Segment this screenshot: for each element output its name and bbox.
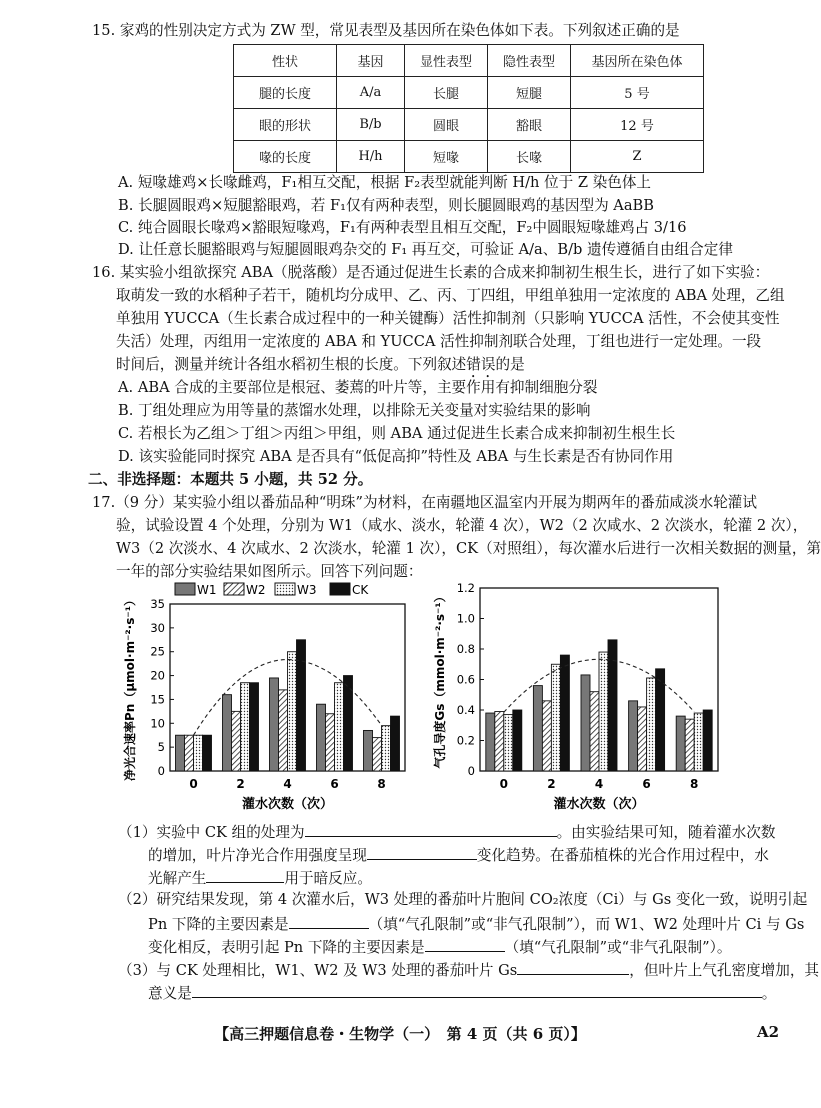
pn-chart: [122, 594, 405, 812]
answer-blank[interactable]: [517, 958, 629, 975]
q17-stem-line: 17.（9 分）某实验小组以番茄品种“明珠”为材料，在南疆地区温室内开展为期两年的番茄咸淡水轮灌试: [92, 494, 757, 511]
legend-label: W1: [197, 583, 217, 597]
table-cell: 12 号: [571, 109, 704, 141]
text-run: 。由实验结果可知，随着灌水次数: [556, 824, 776, 841]
bar-w1: [270, 678, 279, 771]
bar-w2: [185, 735, 194, 771]
text-run: 变化相反，表明引起 Pn 下降的主要因素是: [148, 939, 425, 956]
q16-stem-line: 时间后，测量并统计各组水稻初生根的长度。下列叙述: [116, 356, 467, 373]
text-run: 的增加，叶片净光合作用强度呈现: [148, 847, 367, 864]
q16-option-b: B. 丁组处理应为用等量的蒸馏水处理，以排除无关变量对实验结果的影响: [118, 402, 591, 419]
legend-label: CK: [352, 583, 369, 597]
x-tick-label: 2: [236, 777, 245, 791]
q15-stem: 15. 家鸡的性别决定方式为 ZW 型，常见表型及基因所在染色体如下表。下列叙述正确的是: [92, 22, 680, 39]
x-tick-label: 8: [377, 777, 386, 791]
q17-stem-line: 验，试验设置 4 个处理，分别为 W1（咸水、淡水，轮灌 4 次），W2（2 次咸水、2 次淡水，轮灌 2 次），: [116, 517, 808, 534]
page-code: A2: [757, 1023, 780, 1041]
x-tick-label: 0: [499, 777, 508, 791]
bar-w3: [694, 713, 703, 771]
q17-stem-line: W3（2 次淡水、4 次咸水、2 次淡水，轮灌 1 次），CK（对照组），每次灌水后进行一次相关数据的测量，第: [116, 540, 821, 557]
table-cell: 长喙: [488, 141, 571, 173]
answer-blank[interactable]: [206, 866, 284, 883]
text-run: 用于暗反应。: [284, 870, 372, 887]
bar-w3: [194, 735, 203, 771]
bar-ck: [513, 710, 522, 771]
gs-chart: [432, 581, 718, 812]
table-row: [234, 77, 704, 109]
x-tick-label: 0: [189, 777, 198, 791]
bar-w2: [638, 707, 647, 771]
bar-w3: [335, 683, 344, 771]
q16-option-c: C. 若根长为乙组＞丁组＞丙组＞甲组，则 ABA 通过促进生长素合成来抑制初生根生长: [118, 425, 676, 442]
bar-w1: [676, 716, 685, 771]
text-run: 。: [761, 985, 777, 1002]
table-cell: 5 号: [571, 77, 704, 109]
x-tick-label: 4: [283, 777, 292, 791]
bar-w1: [581, 675, 590, 771]
table-cell: 短喙: [405, 141, 488, 173]
legend-swatch-w2: [224, 583, 244, 595]
table-cell: H/h: [337, 141, 405, 173]
q17-sub1-line3: [148, 866, 800, 890]
table-cell: 腿的长度: [234, 77, 337, 109]
bar-ck: [703, 710, 712, 771]
q15-option-a: A. 短喙雄鸡×长喙雌鸡，F₁相互交配，根据 F₂表型就能判断 H/h 位于 Z 染色体上: [118, 174, 652, 191]
q17-sub2-line1: （2）研究结果发现，第 4 次灌水后，W3 处理的番茄叶片胞间 CO₂浓度（Ci）与 Gs 变化一致，说明引起: [118, 891, 808, 908]
bar-w3: [504, 715, 513, 771]
table-cell: A/a: [337, 77, 405, 109]
bar-w1: [223, 695, 232, 771]
y-tick-label: 1.0: [456, 611, 475, 626]
legend-label: W3: [297, 583, 317, 597]
answer-blank[interactable]: [367, 843, 477, 860]
x-axis-label: 灌水次数（次）: [241, 797, 334, 812]
y-tick-label: 0: [157, 764, 165, 778]
bar-w2: [590, 692, 599, 771]
answer-blank[interactable]: [289, 912, 369, 929]
text-run: （填“气孔限制”或“非气孔限制”），而 W1、W2 处理叶片 Ci 与 Gs: [368, 916, 805, 933]
table-cell: 眼的形状: [234, 109, 337, 141]
legend-swatch-w3: [275, 583, 295, 595]
table-cell: 喙的长度: [234, 141, 337, 173]
text-run: ，但叶片上气孔密度增加，其: [629, 962, 820, 979]
legend-swatch-ck: [330, 583, 350, 595]
legend-swatch-w1: [175, 583, 195, 595]
bar-w2: [373, 738, 382, 771]
bar-ck: [391, 716, 400, 771]
table-row: [234, 109, 704, 141]
legend-label: W2: [246, 583, 266, 597]
table-header: 显性表型: [405, 45, 488, 77]
q16-stem-line: 失活）处理，丙组用一定浓度的 ABA 和 YUCCA 活性抑制剂联合处理，丁组也进行一定处理。一段: [116, 333, 762, 350]
x-axis-label: 灌水次数（次）: [553, 797, 645, 812]
x-tick-label: 4: [594, 777, 604, 791]
y-tick-label: 10: [150, 716, 165, 731]
section-heading: 二、非选择题：本题共 5 小题，共 52 分。: [88, 471, 373, 488]
bar-w1: [486, 713, 495, 771]
bar-w3: [382, 726, 391, 771]
bar-w1: [629, 701, 638, 771]
bar-w1: [364, 730, 373, 771]
bar-w2: [685, 719, 694, 771]
y-tick-label: 35: [150, 597, 165, 611]
bar-w3: [551, 664, 560, 771]
table-cell: 圆眼: [405, 109, 488, 141]
bar-ck: [656, 669, 665, 771]
bar-w3: [599, 652, 608, 771]
bar-w2: [232, 711, 241, 771]
bar-ck: [560, 655, 569, 771]
q17-sub2-line3: [148, 935, 800, 959]
chart-legend: [175, 583, 369, 597]
table-header-row: [234, 45, 704, 77]
y-axis-label: 净光合速率Pn（μmol·m⁻²·s⁻¹）: [123, 594, 137, 781]
q15-option-b: B. 长腿圆眼鸡×短腿豁眼鸡，若 F₁仅有两种表型，则长腿圆眼鸡的基因型为 AaBB: [118, 197, 654, 214]
bar-w2: [279, 690, 288, 771]
page-footer: 【高三押题信息卷・生物学（一） 第 4 页（共 6 页）】: [214, 1025, 586, 1043]
bar-w2: [495, 712, 504, 771]
text-run: 意义是: [148, 985, 192, 1002]
bar-w3: [241, 683, 250, 771]
q17-stem-line: 一年的部分实验结果如图所示。回答下列问题：: [116, 563, 423, 580]
q17-sub1-line2: [148, 843, 800, 867]
bar-w2: [326, 714, 335, 771]
q17-sub1-line1: [118, 820, 800, 844]
q16-stem-line: 16. 某实验小组欲探究 ABA（脱落酸）是否通过促进生长素的合成来抑制初生根生长，进行了如下实验：: [92, 264, 770, 281]
x-tick-label: 6: [330, 777, 339, 791]
q17-sub3-line2: [148, 981, 800, 1005]
y-tick-label: 30: [150, 620, 165, 635]
q17-sub3-line1: [118, 958, 820, 982]
q16-stem-line: 单独用 YUCCA（生长素合成过程中的一种关键酶）活性抑制剂（只影响 YUCCA 活性，不会使其变性: [116, 310, 780, 327]
bar-w1: [533, 686, 542, 771]
emphasis-word: 错误: [466, 356, 496, 373]
bar-w3: [288, 652, 297, 771]
y-tick-label: 15: [150, 692, 165, 707]
bar-ck: [250, 683, 259, 771]
table-row: [234, 141, 704, 173]
y-axis-label: 气孔导度Gs（mmol·m⁻²·s⁻¹）: [433, 590, 447, 769]
table-cell: 短腿: [488, 77, 571, 109]
answer-blank[interactable]: [192, 981, 762, 998]
table-cell: B/b: [337, 109, 405, 141]
text-run: 变化趋势。在番茄植株的光合作用过程中，水: [476, 847, 769, 864]
y-tick-label: 0.6: [456, 672, 475, 687]
y-tick-label: 0.8: [456, 642, 475, 656]
y-tick-label: 0: [467, 764, 475, 778]
q16-stem-line: 取萌发一致的水稻种子若干，随机均分成甲、乙、丙、丁四组，甲组单独用一定浓度的 ABA 处理，乙组: [116, 287, 785, 304]
text-run: （填“气孔限制”或“非气孔限制”）。: [504, 939, 732, 956]
bar-ck: [297, 640, 306, 771]
table-cell: Z: [571, 141, 704, 173]
q16-option-a: A. ABA 合成的主要部位是根冠、萎蔫的叶片等，主要作用有抑制细胞分裂: [118, 379, 598, 396]
bar-w3: [647, 678, 656, 771]
bar-w2: [542, 701, 551, 771]
text-run: Pn 下降的主要因素是: [148, 916, 289, 933]
y-tick-label: 0.4: [456, 703, 475, 717]
table-header: 基因所在染色体: [571, 45, 704, 77]
table-header: 性状: [234, 45, 337, 77]
x-tick-label: 8: [690, 777, 699, 791]
q15-option-d: D. 让任意长腿豁眼鸡与短腿圆眼鸡杂交的 F₁ 再互交，可验证 A/a、B/b 遗传遵循自由组合定律: [118, 241, 733, 258]
y-tick-label: 5: [157, 740, 165, 755]
trait-table: [233, 44, 704, 173]
y-tick-label: 0.2: [456, 733, 475, 748]
table-header: 隐性表型: [488, 45, 571, 77]
text-run: （3）与 CK 处理相比，W1、W2 及 W3 处理的番茄叶片 Gs: [118, 962, 518, 979]
q16-option-d: D. 该实验能同时探究 ABA 是否具有“低促高抑”特性及 ABA 与生长素是否有协同作用: [118, 448, 674, 465]
bar-w1: [176, 735, 185, 771]
table-cell: 豁眼: [488, 109, 571, 141]
y-tick-label: 1.2: [456, 581, 475, 595]
q17-sub2-line2: [148, 912, 805, 936]
answer-blank[interactable]: [425, 935, 505, 952]
figure-charts: [0, 578, 800, 818]
y-tick-label: 25: [150, 644, 165, 659]
table-cell: 长腿: [405, 77, 488, 109]
answer-blank[interactable]: [305, 820, 557, 837]
x-tick-label: 6: [642, 777, 651, 791]
table-header: 基因: [337, 45, 405, 77]
q15-option-c: C. 纯合圆眼长喙鸡×豁眼短喙鸡，F₁有两种表型且相互交配，F₂中圆眼短喙雄鸡占 3/16: [118, 219, 687, 236]
bar-ck: [203, 735, 212, 771]
bar-w1: [317, 704, 326, 771]
text-run: （1）实验中 CK 组的处理为: [118, 824, 305, 841]
x-tick-label: 2: [547, 777, 556, 791]
text-run: 光解产生: [148, 870, 207, 887]
q16-stem-end: 的是: [495, 356, 525, 373]
y-tick-label: 20: [150, 668, 165, 683]
